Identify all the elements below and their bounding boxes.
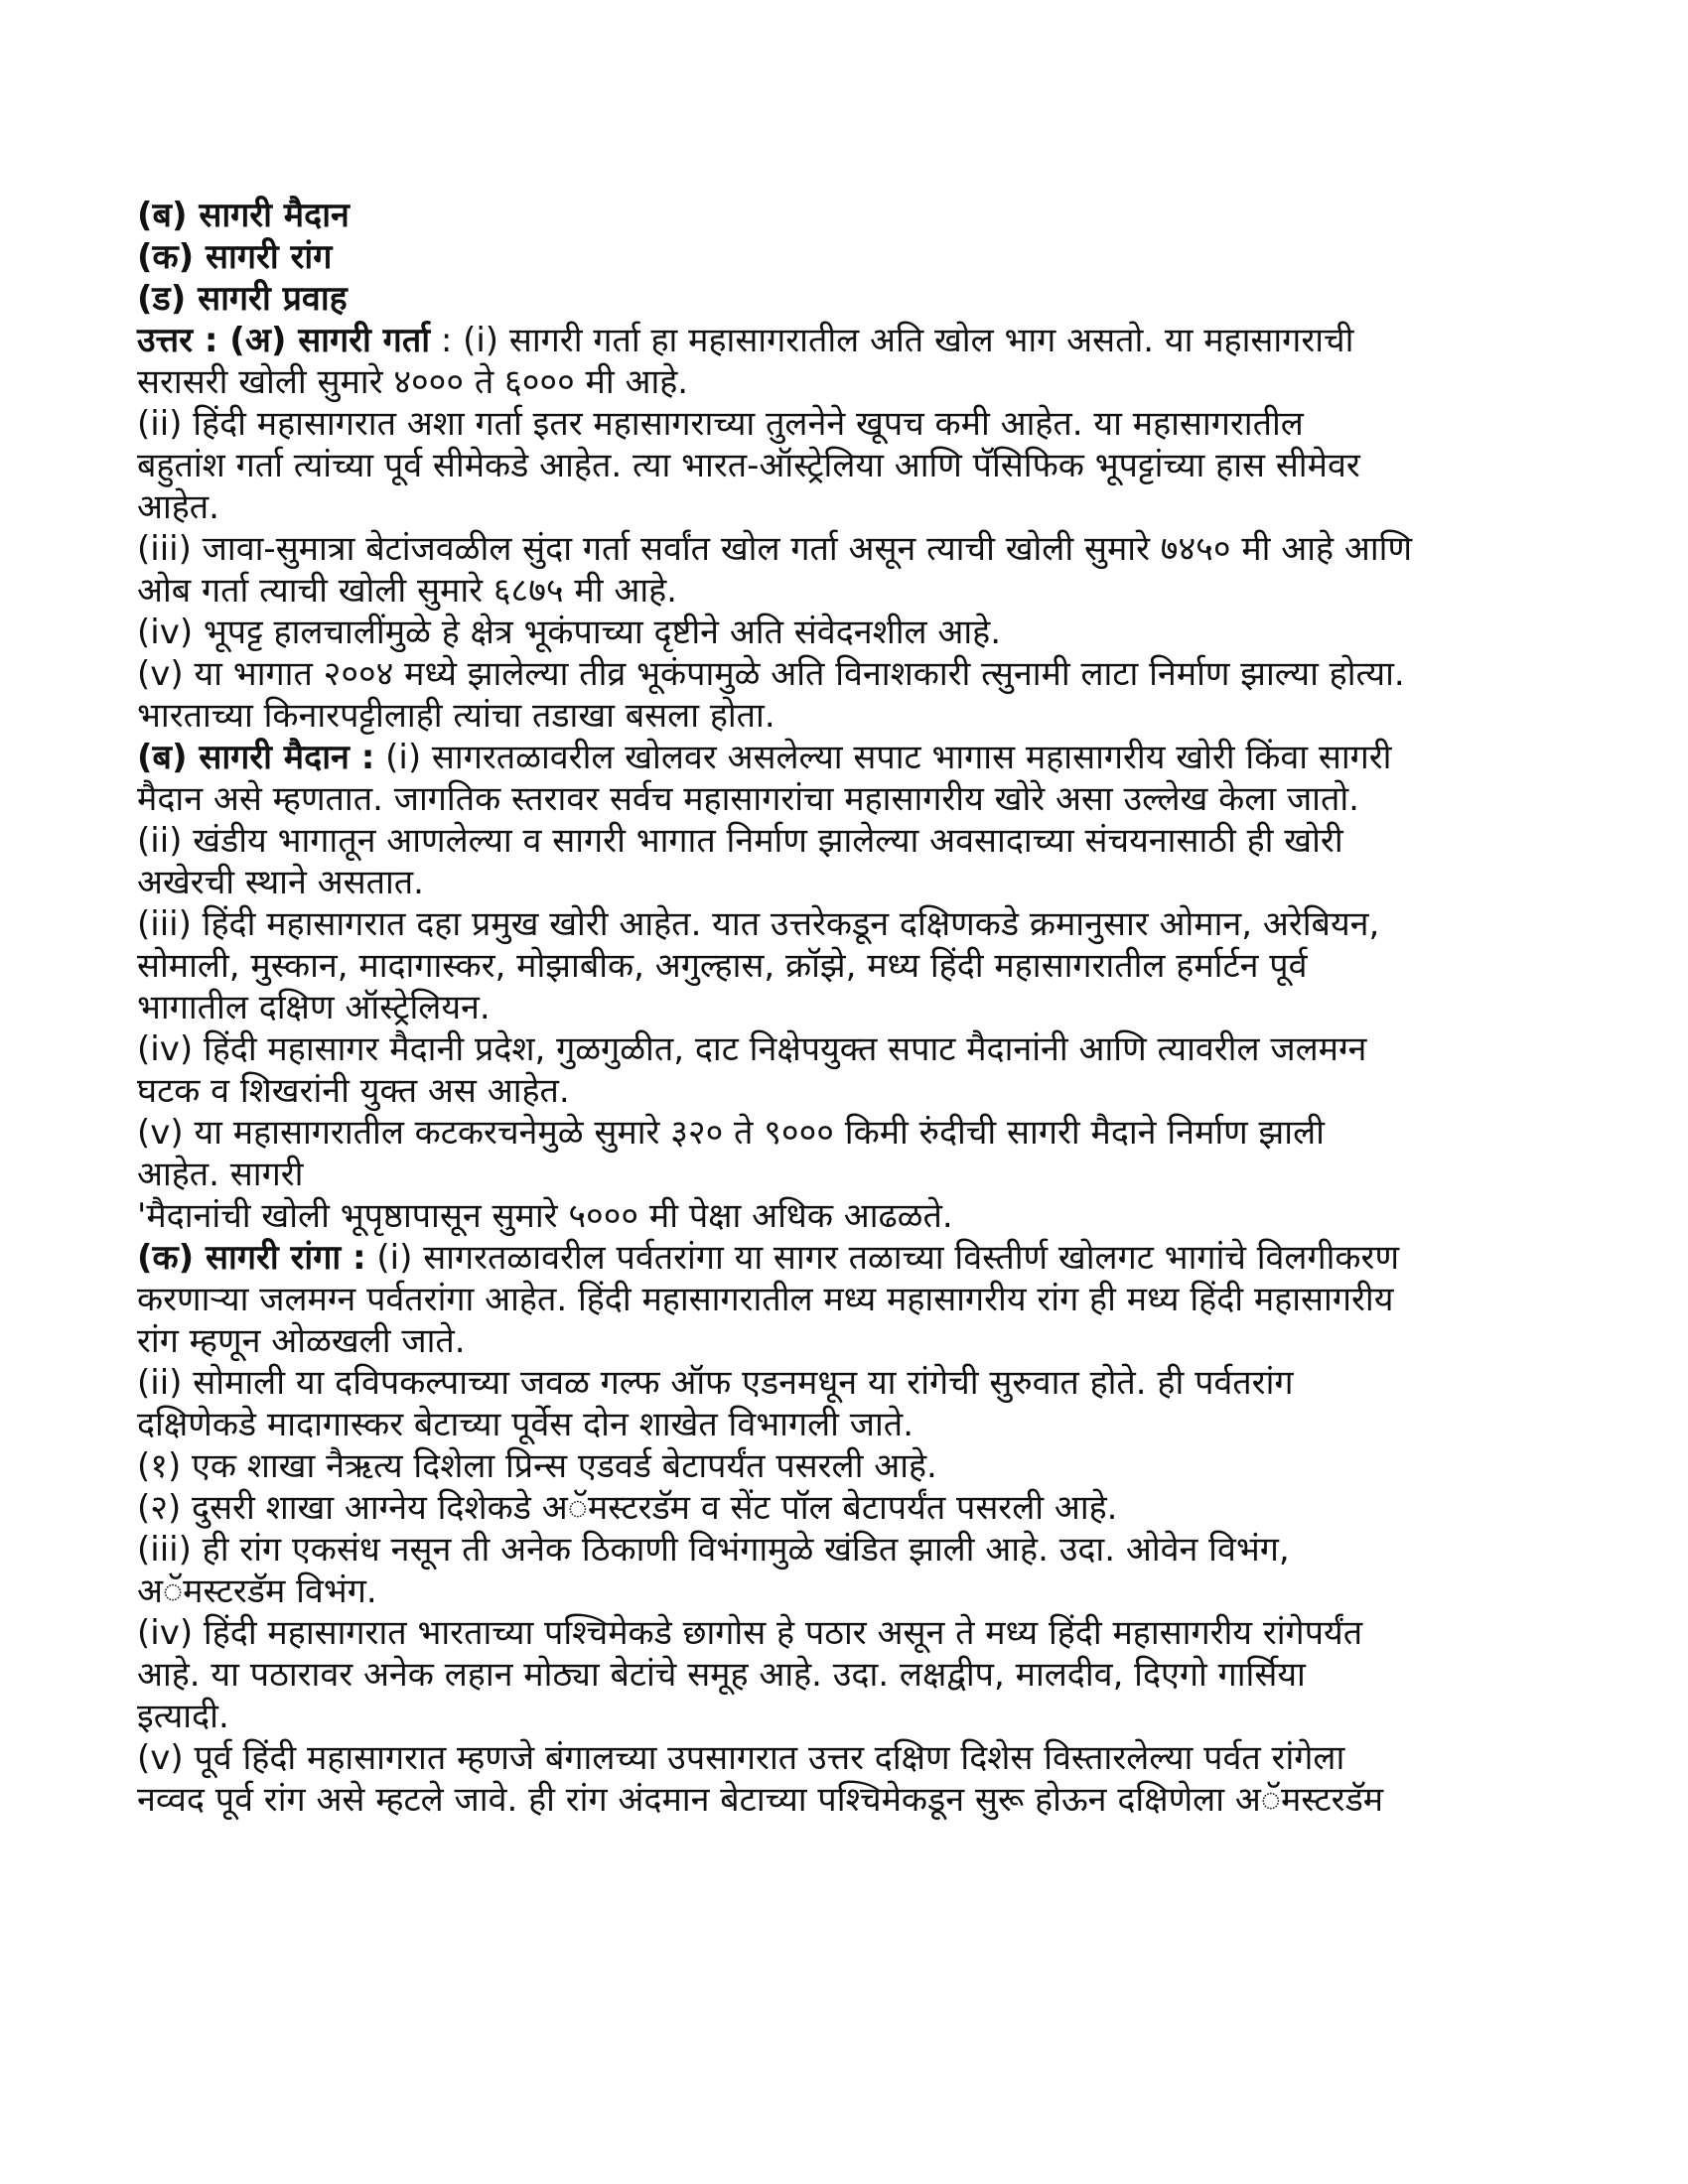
text-line: (iv) हिंदी महासागरात भारताच्या पश्चिमेकडे छागोस हे पठार असून ते मध्य हिंदी महासागरीय रांगेपर्यंत (137, 1613, 1363, 1653)
text-line: (ii) खंडीय भागातून आणलेल्या व सागरी भागात निर्माण झालेल्या अवसादाच्या संचयनासाठी ही खोरी (137, 821, 1343, 861)
section-c-line: (क) सागरी रांगा : (i) सागरतळावरील पर्वतरांगा या सागर तळाच्या विस्तीर्ण खोलगट भागांचे विलगीकरण (137, 1238, 1400, 1278)
option-b: (ब) सागरी मैदान (137, 196, 350, 235)
option-c: (क) सागरी रांग (137, 237, 333, 277)
text-line: सरासरी खोली सुमारे ४००० ते ६००० मी आहे. (137, 362, 689, 402)
text-line: रांग म्हणून ओळखली जाते. (137, 1321, 466, 1361)
text-line: आहेत. सागरी (137, 1155, 304, 1194)
text-line: करणाऱ्या जलमग्न पर्वतरांगा आहेत. हिंदी महासागरातील मध्य महासागरीय रांग ही मध्य हिंदी महासागरीय (137, 1280, 1394, 1319)
text-line: (v) या भागात २००४ मध्ये झालेल्या तीव्र भूकंपामुळे अति विनाशकारी त्सुनामी लाटा निर्माण झाल्या होत्या. (137, 654, 1405, 694)
text-line: (v) पूर्व हिंदी महासागरात म्हणजे बंगालच्या उपसागरात उत्तर दक्षिण दिशेस विस्तारलेल्या पर्वत रांगेला (137, 1738, 1345, 1778)
text-line: अखेरची स्थाने असतात. (137, 863, 424, 902)
answer-heading: उत्तर : (अ) सागरी गर्ता (137, 321, 431, 360)
text-line: 'मैदानांची खोली भूपृष्ठापासून सुमारे ५००० मी पेक्षा अधिक आढळते. (137, 1196, 953, 1236)
text-line: (v) या महासागरातील कटकरचनेमुळे सुमारे ३२० ते ९००० किमी रुंदीची सागरी मैदाने निर्माण झाली (137, 1113, 1325, 1153)
text-line: भारताच्या किनारपट्टीलाही त्यांचा तडाखा बसला होता. (137, 696, 775, 736)
text-line: इत्यादी. (137, 1697, 229, 1736)
text-line: (iv) हिंदी महासागर मैदानी प्रदेश, गुळगुळीत, दाट निक्षेपयुक्त सपाट मैदानांनी आणि त्यावरील जलमग्न (137, 1029, 1367, 1069)
text-line: ओब गर्ता त्याची खोली सुमारे ६८७५ मी आहे. (137, 571, 677, 611)
text-line: सोमाली, मुस्कान, मादागास्कर, मोझाबीक, अगुल्हास, क्रॉझे, मध्य हिंदी महासागरातील हर्मार्टन पूर्व (137, 946, 1308, 986)
text-line: मैदान असे म्हणतात. जागतिक स्तरावर सर्वच महासागरांचा महासागरीय खोरे असा उल्लेख केला जातो. (137, 779, 1359, 819)
section-b-line: (ब) सागरी मैदान : (i) सागरतळावरील खोलवर असलेल्या सपाट भागास महासागरीय खोरी किंवा सागरी (137, 738, 1392, 777)
text-line: नव्वद पूर्व रांग असे म्हटले जावे. ही रांग अंदमान बेटाच्या पश्चिमेकडून सुरू होऊन दक्षिणेला अॅमस्टरडॅम (137, 1780, 1384, 1820)
option-d: (ड) सागरी प्रवाह (137, 279, 348, 319)
section-c-heading: (क) सागरी रांगा : (137, 1238, 366, 1278)
text-line: दक्षिणेकडे मादागास्कर बेटाच्या पूर्वेस दोन शाखेत विभागली जाते. (137, 1405, 914, 1444)
text-line: (iv) भूपट्ट हालचालींमुळे हे क्षेत्र भूकंपाच्या दृष्टीने अति संवेदनशील आहे. (137, 613, 1002, 652)
text-line: (iii) जावा-सुमात्रा बेटांजवळील सुंदा गर्ता सर्वांत खोल गर्ता असून त्याची खोली सुमारे ७४५० मी आहे आणि (137, 529, 1413, 569)
text-line: आहेत. (137, 487, 219, 527)
text-line: बहुतांश गर्ता त्यांच्या पूर्व सीमेकडे आहेत. त्या भारत-ऑस्ट्रेलिया आणि पॅसिफिक भूपट्टांच्या हास सीमेवर (137, 446, 1360, 485)
text-line: घटक व शिखरांनी युक्त अस आहेत. (137, 1071, 570, 1111)
text-line: (iii) ही रांग एकसंध नसून ती अनेक ठिकाणी विभंगामुळे खंडित झाली आहे. उदा. ओवेन विभंग, (137, 1530, 1290, 1570)
text-line: आहे. या पठारावर अनेक लहान मोठ्या बेटांचे समूह आहे. उदा. लक्षद्वीप, मालदीव, दिएगो गार्सिया (137, 1655, 1306, 1695)
text-line: (१) एक शाखा नैऋत्य दिशेला प्रिन्स एडवर्ड बेटापर्यंत पसरली आहे. (137, 1446, 937, 1486)
text-line: (ii) सोमाली या दविपकल्पाच्या जवळ गल्फ ऑफ एडनमधून या रांगेची सुरुवात होते. ही पर्वतरांग (137, 1363, 1294, 1403)
text-line: भागातील दक्षिण ऑस्ट्रेलियन. (137, 988, 491, 1027)
text-line: (iii) हिंदी महासागरात दहा प्रमुख खोरी आहेत. यात उत्तरेकडून दक्षिणकडे क्रमानुसार ओमान, अरेबियन, (137, 904, 1380, 944)
answer-line: उत्तर : (अ) सागरी गर्ता : (i) सागरी गर्ता हा महासागरातील अति खोल भाग असतो. या महासागराची (137, 321, 1354, 360)
text-line: अॅमस्टरडॅम विभंग. (137, 1571, 377, 1611)
text-line: (ii) हिंदी महासागरात अशा गर्ता इतर महासागराच्या तुलनेने खूपच कमी आहेत. या महासागरातील (137, 404, 1304, 444)
text-line: (२) दुसरी शाखा आग्नेय दिशेकडे अॅमस्टरडॅम व सेंट पॉल बेटापर्यंत पसरली आहे. (137, 1488, 1118, 1528)
section-b-heading: (ब) सागरी मैदान : (137, 738, 375, 777)
document-page (137, 195, 1547, 1821)
